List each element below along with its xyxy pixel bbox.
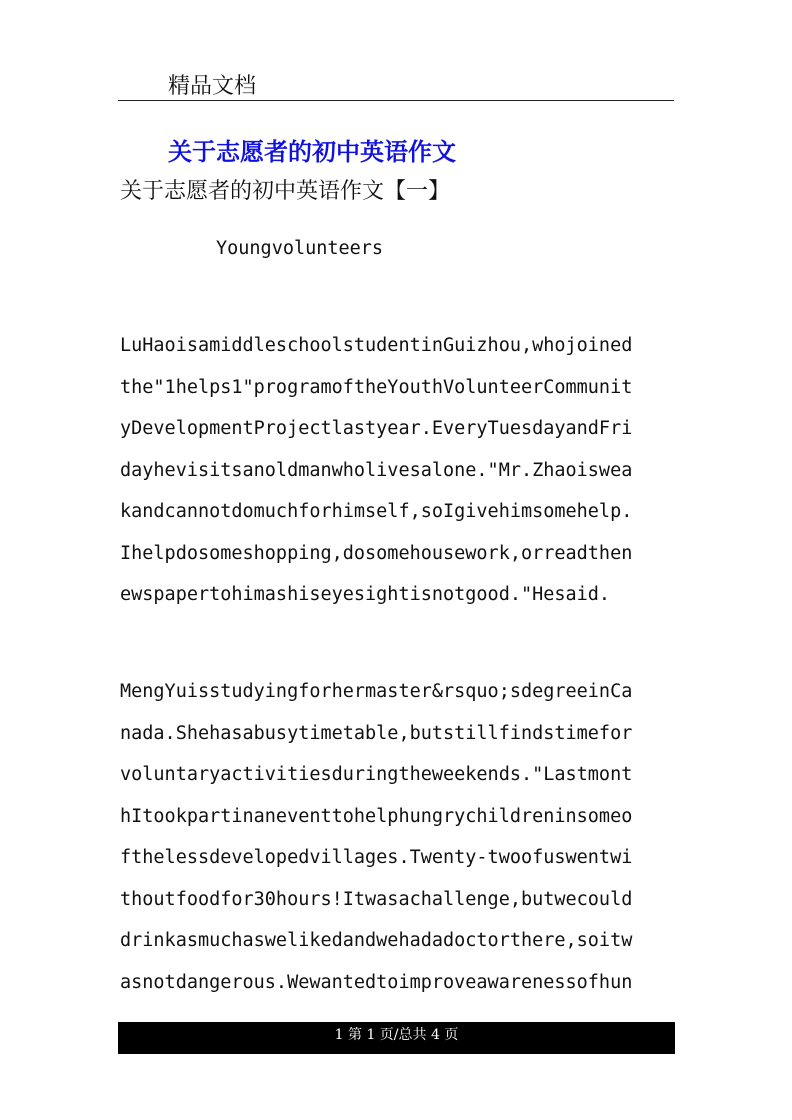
- header-label: 精品文档: [168, 74, 257, 99]
- essay-subtitle: Youngvolunteers: [216, 238, 384, 259]
- paragraph-line: dayhevisitsanoldmanwholivesalone."Mr.Zhaoiswea: [120, 459, 633, 481]
- page-number: 1 第 1 页/总共 4 页: [334, 1027, 459, 1043]
- paragraph-line: the"1helps1"programoftheYouthVolunteerCommunit: [120, 376, 633, 398]
- document-title: 关于志愿者的初中英语作文: [168, 137, 456, 166]
- paragraph-line: Ihelpdosomeshopping,dosomehousework,orreadthen: [120, 542, 633, 564]
- paragraph-line: ewspapertohimashiseyesightisnotgood."Hesaid.: [120, 584, 611, 605]
- paragraph-line: kandcannotdomuchforhimself,soIgivehimsomehelp.: [120, 501, 633, 522]
- paragraph-line: nada.Shehasabusytimetable,butstillfindstimefor: [120, 722, 633, 744]
- paragraph-line: hItookpartinaneventtohelphungrychildreninsomeo: [120, 805, 633, 827]
- paragraph-line: fthelessdevelopedvillages.Twenty-twoofuswentwi: [120, 847, 633, 868]
- paragraph-line: MengYuisstudyingforhermaster&rsquo;sdegreeinCa: [120, 681, 633, 702]
- paragraph-line: yDevelopmentProjectlastyear.EveryTuesdayandFri: [120, 418, 633, 439]
- section-heading: 关于志愿者的初中英语作文【一】: [120, 179, 451, 204]
- paragraph-line: voluntaryactivitiesduringtheweekends."Lastmont: [120, 764, 633, 785]
- paragraph-line: LuHaoisamiddleschoolstudentinGuizhou,whojoined: [120, 335, 633, 356]
- page-footer-bar: [118, 1022, 675, 1054]
- paragraph-line: drinkasmuchaswelikedandwehadadoctorthere,soitw: [120, 930, 633, 951]
- paragraph-1: [120, 331, 676, 622]
- header-divider: [118, 100, 674, 101]
- paragraph-line: thoutfoodfor30hours!Itwasachallenge,butwecould: [120, 888, 633, 910]
- paragraph-line: asnotdangerous.Wewantedtoimproveawarenessofhun: [120, 971, 633, 993]
- paragraph-2: [120, 677, 676, 1009]
